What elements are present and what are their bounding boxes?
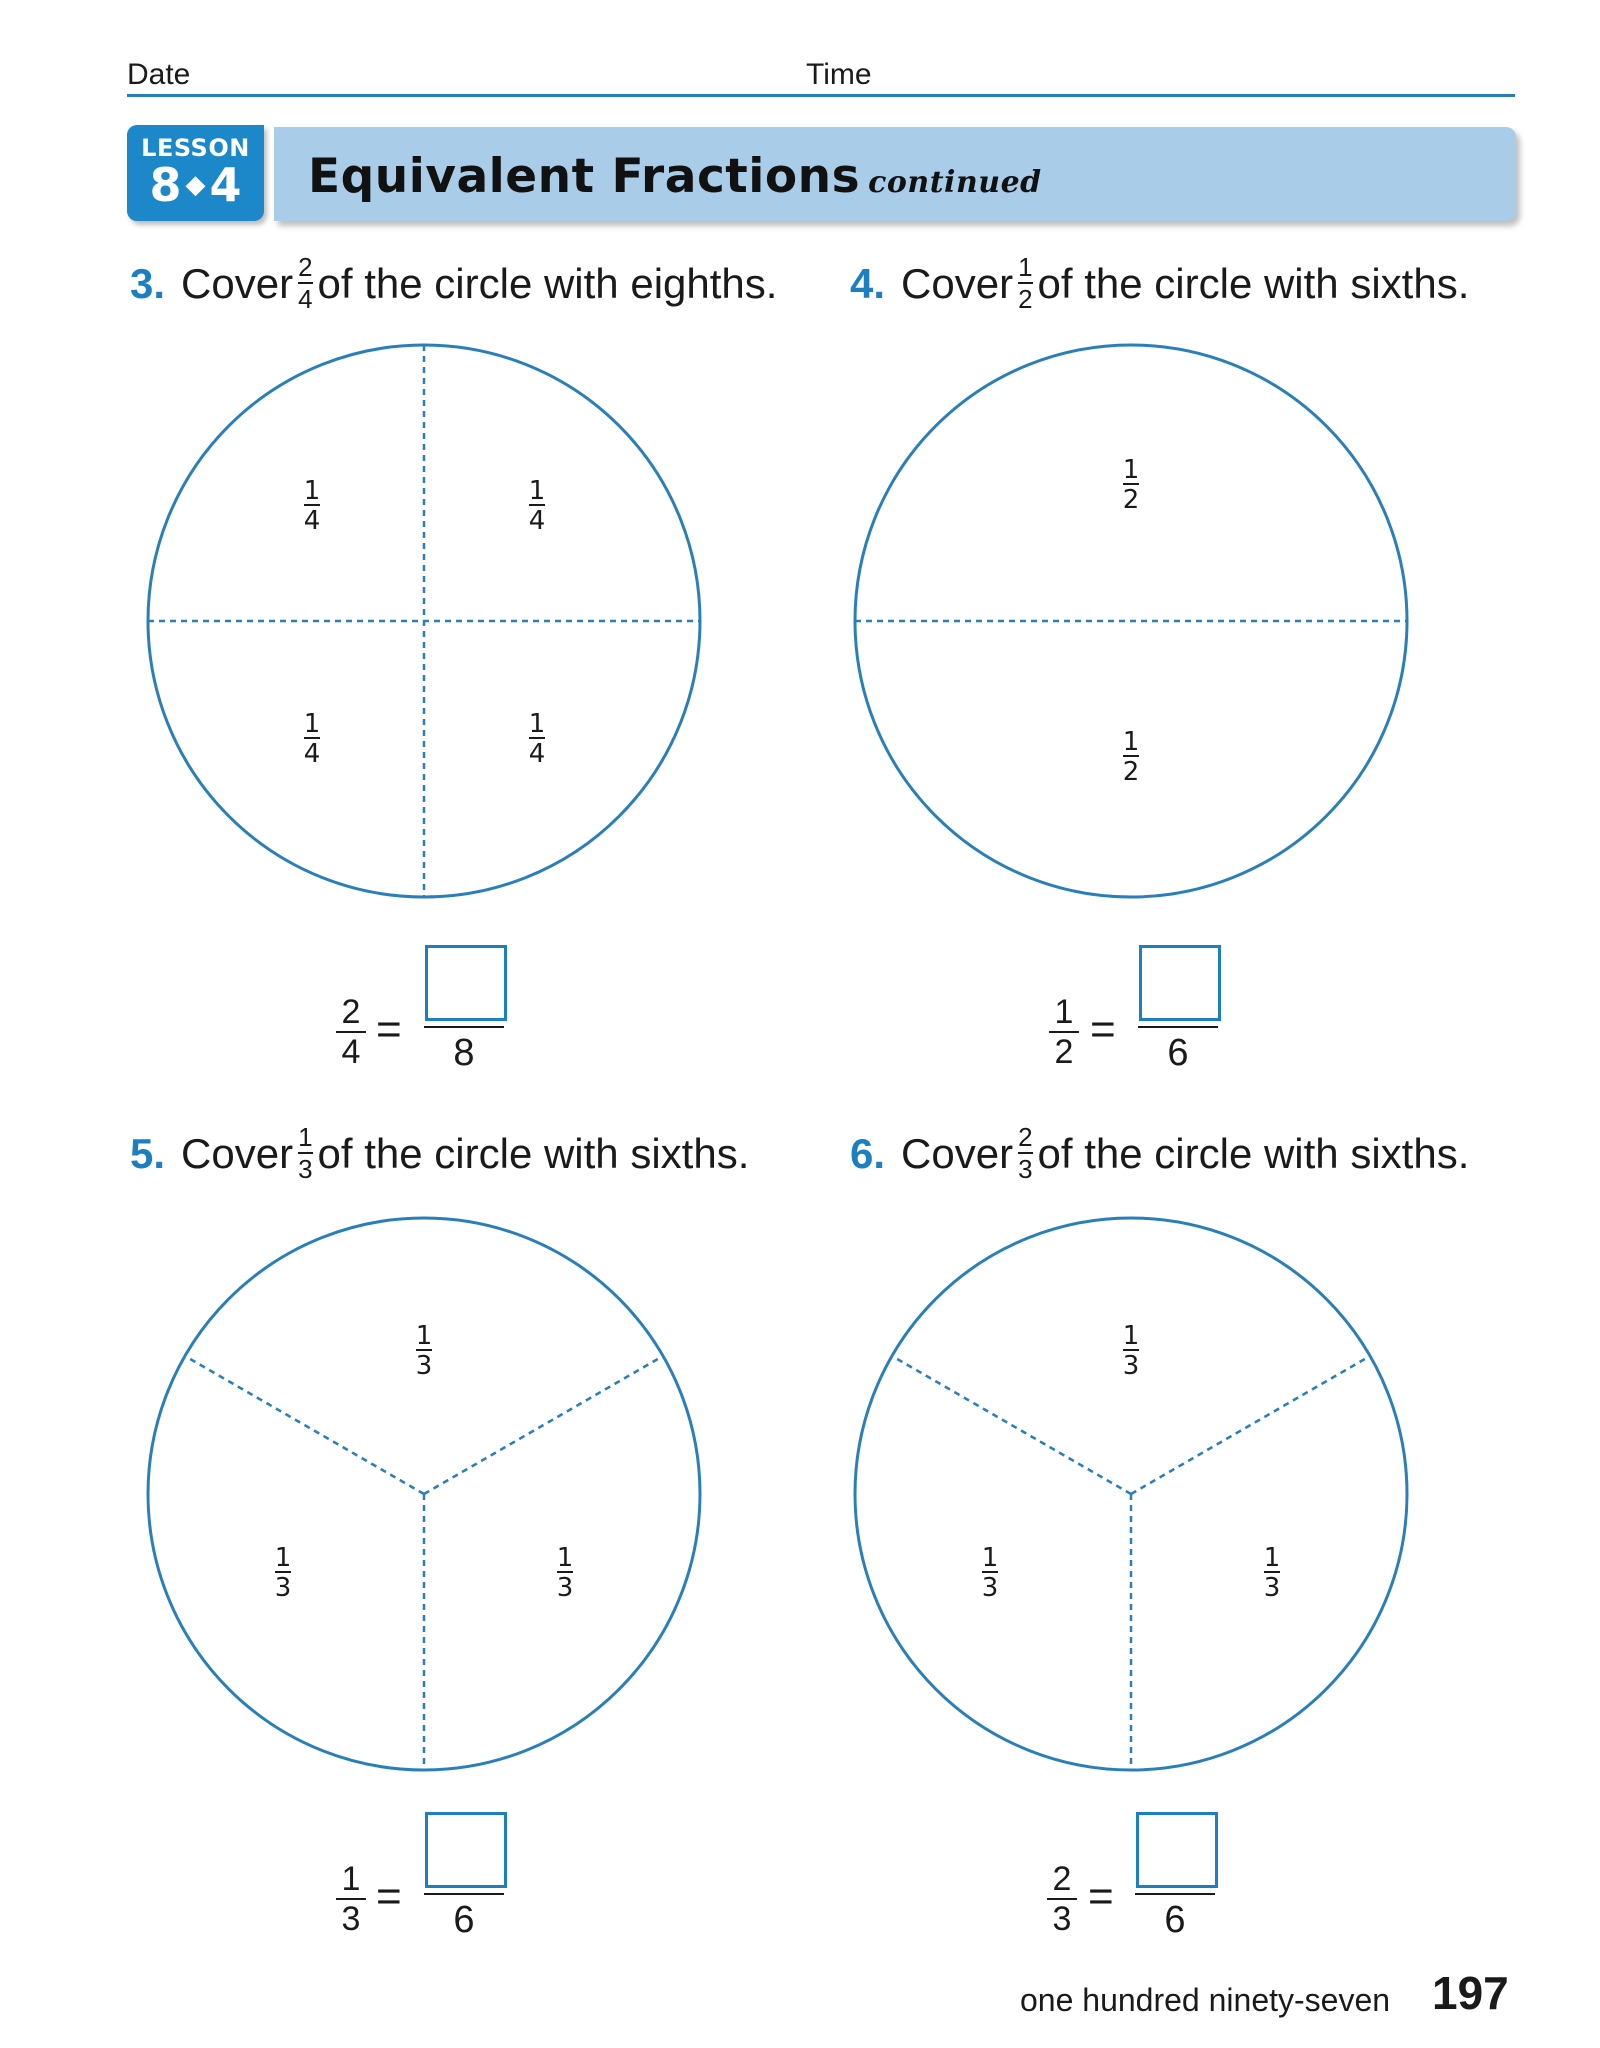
region-fraction-label [304, 709, 321, 769]
region-numerator: 1 [556, 1543, 574, 1573]
lesson-word: LESSON [141, 134, 250, 162]
problem-text: Cover [901, 260, 1014, 308]
divider-line [892, 1356, 1131, 1494]
equation-denominator: 6 [1164, 1899, 1186, 1941]
title-text: Equivalent Fractions [308, 149, 861, 204]
equals-sign: = [376, 1872, 402, 1921]
lesson-number: 8 ◆4 [149, 158, 242, 212]
problem-fraction: $\frac{2}{3}$ [1018, 1122, 1033, 1184]
divider-line [1131, 1356, 1370, 1494]
region-numerator: 1 [528, 476, 546, 506]
page-number: 197 [1432, 1967, 1509, 2019]
time-label: Time [806, 58, 872, 91]
region-fraction-label [982, 1543, 999, 1603]
equals-sign: = [1090, 1005, 1116, 1054]
region-fraction-label [529, 476, 546, 536]
region-denominator: 3 [981, 1573, 999, 1603]
problem-number: 5. [130, 1130, 166, 1178]
region-fraction-label [1123, 727, 1140, 787]
problem-text: Cover [901, 1130, 1014, 1178]
problem-text: of the circle with eighths. [317, 260, 778, 308]
divider-line [185, 1356, 424, 1494]
answer-box[interactable] [425, 945, 507, 1021]
problem-fraction: $\frac{2}{4}$ [298, 252, 313, 314]
problem-number: 6. [850, 1130, 886, 1178]
equation-left-fraction: 1 3 [336, 1862, 366, 1936]
divider-line [424, 1356, 663, 1494]
region-fraction-label [304, 476, 321, 536]
page-words: one hundred ninety-seven [1020, 1982, 1391, 2018]
region-numerator: 1 [415, 1321, 433, 1351]
region-denominator: 3 [556, 1573, 574, 1603]
problem-number: 3. [130, 260, 166, 308]
region-denominator: 2 [1122, 485, 1140, 515]
equals-sign: = [1088, 1872, 1114, 1921]
problem-fraction: $\frac{1}{2}$ [1018, 252, 1033, 314]
region-numerator: 1 [1122, 455, 1140, 485]
equation-denominator: 6 [1167, 1032, 1189, 1074]
region-denominator: 2 [1122, 757, 1140, 787]
region-denominator: 4 [303, 506, 321, 536]
equation-denominator: 6 [453, 1899, 475, 1941]
date-label: Date [127, 58, 191, 91]
region-numerator: 1 [981, 1543, 999, 1573]
answer-box[interactable] [425, 1812, 507, 1888]
equation-left-fraction: 2 3 [1047, 1862, 1077, 1936]
answer-box[interactable] [1139, 945, 1221, 1021]
equation-denominator: 8 [453, 1032, 475, 1074]
region-fraction-label [416, 1321, 433, 1381]
equation-left-fraction: 1 2 [1049, 995, 1079, 1069]
region-denominator: 3 [415, 1351, 433, 1381]
equals-sign: = [376, 1005, 402, 1054]
region-numerator: 1 [303, 476, 321, 506]
region-fraction-label [1123, 455, 1140, 515]
region-numerator: 1 [1263, 1543, 1281, 1573]
region-numerator: 1 [274, 1543, 292, 1573]
answer-box[interactable] [1136, 1812, 1218, 1888]
title-continued: continued [868, 165, 1042, 200]
region-numerator: 1 [1122, 727, 1140, 757]
region-numerator: 1 [1122, 1321, 1140, 1351]
region-fraction-label [1123, 1321, 1140, 1381]
region-denominator: 3 [274, 1573, 292, 1603]
region-denominator: 4 [528, 506, 546, 536]
problem-text: Cover [181, 1130, 294, 1178]
problem-fraction: $\frac{1}{3}$ [298, 1122, 313, 1184]
region-denominator: 3 [1263, 1573, 1281, 1603]
problem-text: Cover [181, 260, 294, 308]
problem-text: of the circle with sixths. [1037, 260, 1470, 308]
problem-number: 4. [850, 260, 886, 308]
region-denominator: 4 [528, 739, 546, 769]
region-fraction-label [557, 1543, 574, 1603]
region-numerator: 1 [528, 709, 546, 739]
region-denominator: 4 [303, 739, 321, 769]
problem-text: of the circle with sixths. [317, 1130, 750, 1178]
equation-left-fraction: 2 4 [336, 995, 366, 1069]
problem-text: of the circle with sixths. [1037, 1130, 1470, 1178]
region-numerator: 1 [303, 709, 321, 739]
region-fraction-label [529, 709, 546, 769]
region-denominator: 3 [1122, 1351, 1140, 1381]
region-fraction-label [275, 1543, 292, 1603]
region-fraction-label [1264, 1543, 1281, 1603]
